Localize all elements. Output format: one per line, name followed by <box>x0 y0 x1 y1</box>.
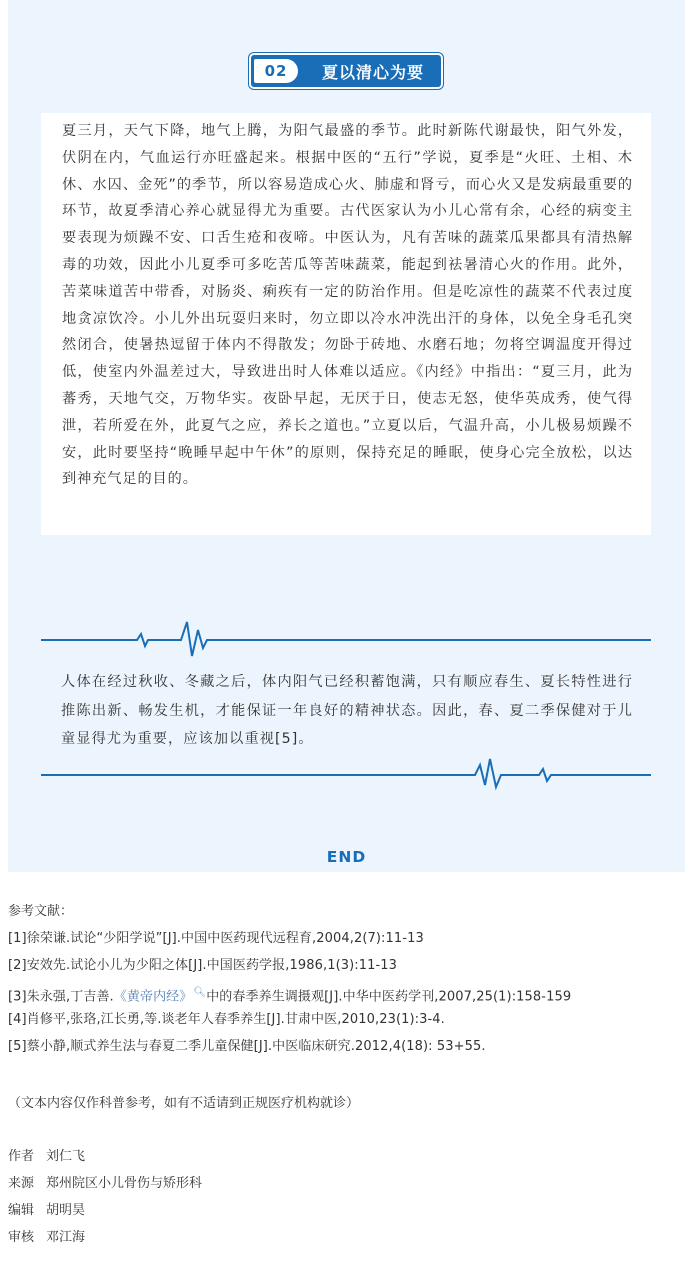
reference-link[interactable]: 《黄帝内经》 <box>113 989 193 1005</box>
references <box>8 902 680 1064</box>
references-heading: 参考文献： <box>8 904 74 919</box>
reference-suffix: 中的春季养生调摄观[J].中华中医药学刊,2007,25(1):158-159 <box>206 989 572 1005</box>
disclaimer: （文本内容仅作科普参考，如有不适请到正规医疗机构就诊） <box>8 1096 360 1111</box>
body-text-box <box>41 113 651 535</box>
search-icon[interactable]: 🔍︎ <box>193 987 207 998</box>
credit-reviewer: 审核 邓江海 <box>8 1230 86 1245</box>
divider-pulse-top <box>41 620 651 660</box>
credit-source: 来源 郑州院区小儿骨伤与矫形科 <box>8 1176 203 1191</box>
end-label: END <box>326 848 367 866</box>
divider-pulse-bottom <box>41 755 651 795</box>
reference-prefix: [3]朱永强,丁吉善. <box>8 989 114 1005</box>
reference-item: [2]安效先.试论小儿为少阳之体[J].中国医药学报,1986,1(3):11-13 <box>8 958 398 973</box>
body-paragraph: 夏三月，天气下降，地气上腾，为阳气最盛的季节。此时新陈代谢最快，阳气外发，伏阴在内，气血运行亦旺盛起来。根据中医的“五行”学说，夏季是“火旺、土相、木休、水囚、金死”的季节，所以容易造成心火、肺虚和肾亏，而心火又是发病最重要的环节，故夏季清心养心就显得尤为重要。古代医家认为小儿心常有余，心经的病变主要表现为烦躁不安、口舌生疮和夜啼。中医认为，凡有苦味的蔬菜瓜果都具有清热解毒的功效，因此小儿夏季可多吃苦瓜等苦味蔬菜，能起到祛暑清心火的作用。此外，苦菜味道苦中带香，对肠炎、痢疾有一定的防治作用。但是吃凉性的蔬菜不代表过度地贪凉饮冷。小儿外出玩耍归来时，勿立即以冷水冲洗出汗的身体，以免全身毛孔突然闭合，使暑热逗留于体内不得散发；勿卧于砖地、水磨石地；勿将空调温度开得过低，使室内外温差过大，导致进出时人体难以适应。《内经》中指出：“夏三月，此为蕃秀，天地气交，万物华实。夜卧早起，无厌于日，使志无怒，使华英成秀，使气得泄，若所爱在外，此夏气之应，养长之道也。”立夏以后，气温升高，小儿极易烦躁不安，此时要坚持“晚睡早起中午休”的原则，保持充足的睡眠，使身心完全放松，以达到神充气足的目的。 <box>62 123 633 488</box>
section-header <box>251 55 441 87</box>
section-number: 02 <box>254 59 298 83</box>
reference-item: [4]肖修平,张珞,江长勇,等.谈老年人春季养生[J].甘肃中医,2010,23(1):3-4. <box>8 1012 445 1027</box>
reference-item <box>8 983 680 1010</box>
credits <box>8 1147 202 1255</box>
reference-item: [1]徐荣谦.试论“少阳学说”[J].中国中医药现代远程育,2004,2(7):11-13 <box>8 931 424 946</box>
summary-text <box>61 668 633 754</box>
section-title: 夏以清心为要 <box>322 62 425 82</box>
reference-item: [5]蔡小静,顺式养生法与春夏二季儿童保健[J].中医临床研究.2012,4(18): 53+55. <box>8 1039 486 1054</box>
credit-editor: 编辑 胡明昊 <box>8 1203 86 1218</box>
summary-paragraph: 人体在经过秋收、冬藏之后，体内阳气已经积蓄饱满，只有顺应春生、夏长特性进行推陈出新、畅发生机，才能保证一年良好的精神状态。因此，春、夏二季保健对于儿童显得尤为重要，应该加以重视[5]。 <box>61 674 633 748</box>
credit-author: 作者 刘仁飞 <box>8 1149 86 1164</box>
